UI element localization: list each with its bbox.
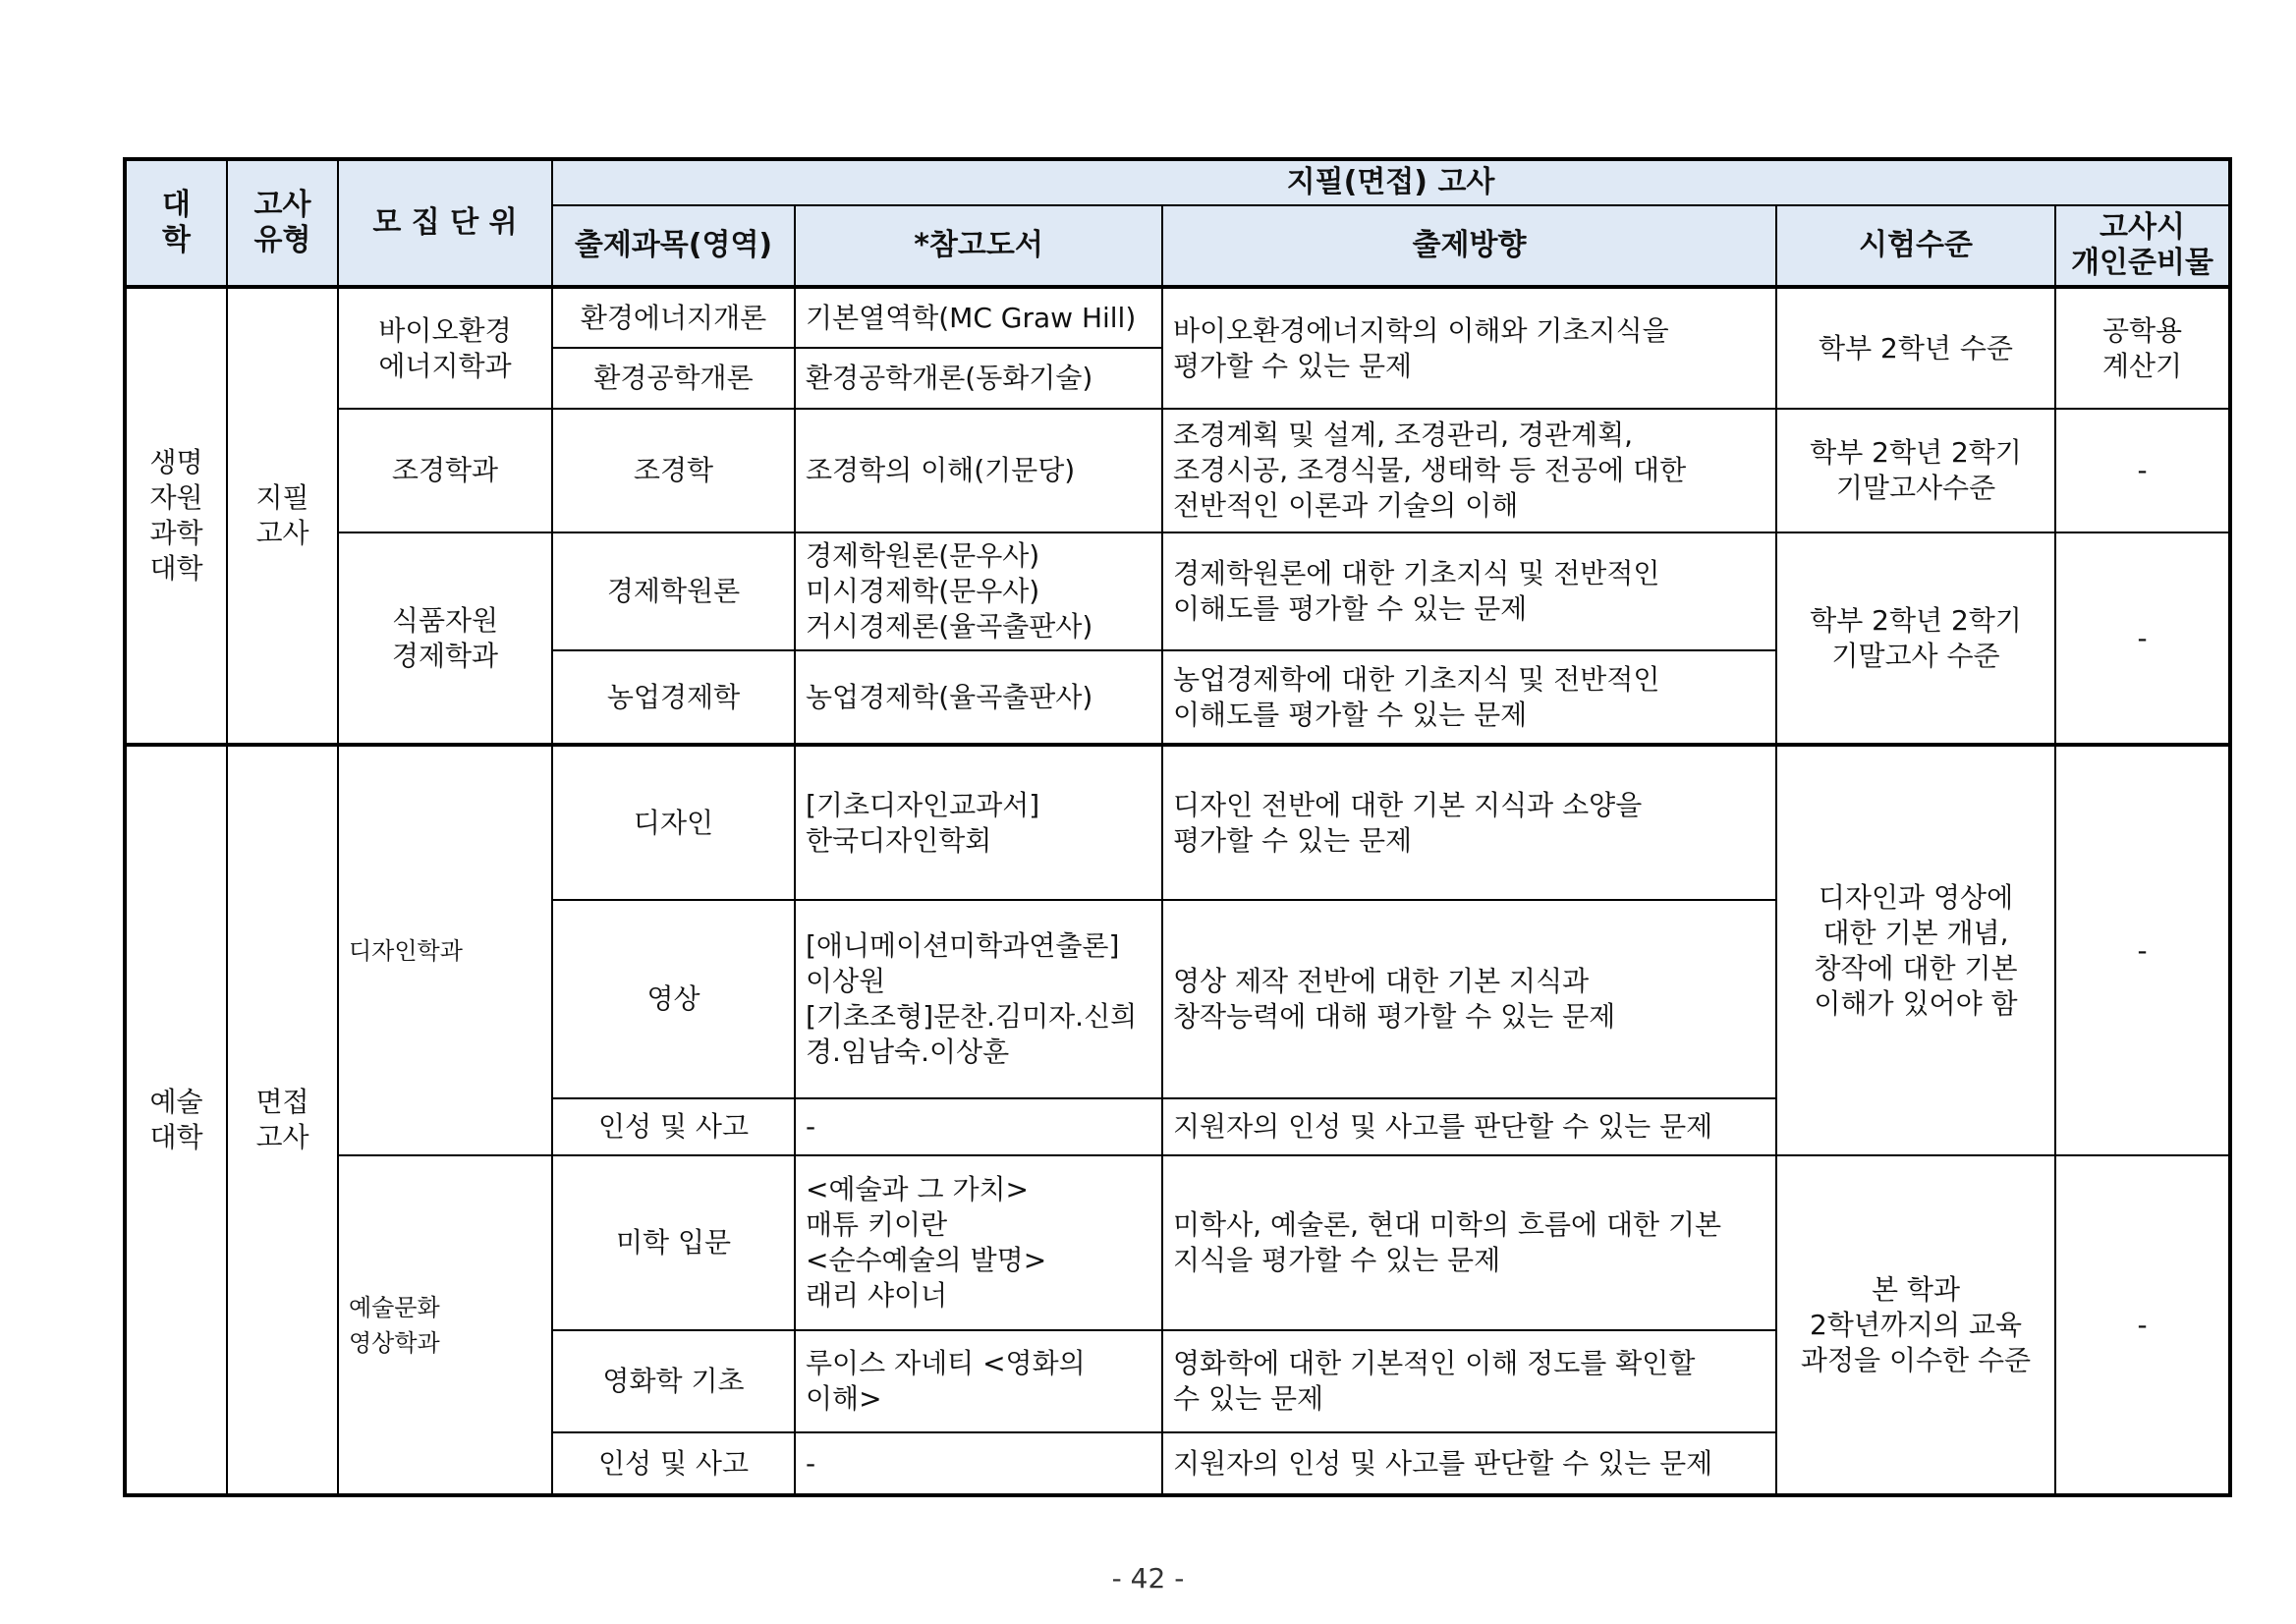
reference-cell: 조경학의 이해(기문당) bbox=[795, 409, 1162, 532]
subject-cell: 디자인 bbox=[552, 745, 795, 900]
subject-cell: 영상 bbox=[552, 900, 795, 1098]
reference-cell: 농업경제학(율곡출판사) bbox=[795, 650, 1162, 745]
unit-cell: 조경학과 bbox=[338, 409, 552, 532]
prep-cell: - bbox=[2055, 532, 2230, 745]
exam-type-cell: 면접 고사 bbox=[227, 745, 338, 1495]
reference-cell: [애니메이션미학과연출론] 이상원 [기초조형]문찬.김미자.신희 경.임남숙.이상훈 bbox=[795, 900, 1162, 1098]
level-cell: 본 학과 2학년까지의 교육 과정을 이수한 수준 bbox=[1776, 1155, 2055, 1495]
header-preparation: 고사시 개인준비물 bbox=[2055, 205, 2230, 287]
level-cell: 학부 2학년 수준 bbox=[1776, 287, 2055, 409]
reference-cell: 루이스 자네티 <영화의 이해> bbox=[795, 1330, 1162, 1432]
header-recruitment-unit: 모 집 단 위 bbox=[338, 159, 552, 287]
subject-cell: 인성 및 사고 bbox=[552, 1098, 795, 1155]
direction-cell: 경제학원론에 대한 기초지식 및 전반적인 이해도를 평가할 수 있는 문제 bbox=[1162, 532, 1776, 650]
direction-cell: 디자인 전반에 대한 기본 지식과 소양을 평가할 수 있는 문제 bbox=[1162, 745, 1776, 900]
table-row bbox=[125, 287, 2230, 348]
direction-cell: 영화학에 대한 기본적인 이해 정도를 확인할 수 있는 문제 bbox=[1162, 1330, 1776, 1432]
admission-exam-table bbox=[123, 157, 2232, 1497]
reference-cell: 환경공학개론(동화기술) bbox=[795, 348, 1162, 409]
subject-cell: 환경공학개론 bbox=[552, 348, 795, 409]
level-cell: 디자인과 영상에 대한 기본 개념, 창작에 대한 기본 이해가 있어야 함 bbox=[1776, 745, 2055, 1155]
unit-cell: 바이오환경 에너지학과 bbox=[338, 287, 552, 409]
exam-type-cell: 지필 고사 bbox=[227, 287, 338, 745]
prep-cell: - bbox=[2055, 1155, 2230, 1495]
reference-cell: 기본열역학(MC Graw Hill) bbox=[795, 287, 1162, 348]
reference-cell: - bbox=[795, 1432, 1162, 1495]
header-subject: 출제과목(영역) bbox=[552, 205, 795, 287]
unit-cell: 예술문화 영상학과 bbox=[338, 1155, 552, 1495]
header-reference: *참고도서 bbox=[795, 205, 1162, 287]
direction-cell: 지원자의 인성 및 사고를 판단할 수 있는 문제 bbox=[1162, 1432, 1776, 1495]
header-written-exam-group: 지필(면접) 고사 bbox=[552, 159, 2230, 205]
header-exam-type: 고사 유형 bbox=[227, 159, 338, 287]
direction-cell: 지원자의 인성 및 사고를 판단할 수 있는 문제 bbox=[1162, 1098, 1776, 1155]
university-cell: 예술 대학 bbox=[125, 745, 227, 1495]
prep-cell: - bbox=[2055, 745, 2230, 1155]
direction-cell: 농업경제학에 대한 기초지식 및 전반적인 이해도를 평가할 수 있는 문제 bbox=[1162, 650, 1776, 745]
subject-cell: 환경에너지개론 bbox=[552, 287, 795, 348]
level-cell: 학부 2학년 2학기 기말고사수준 bbox=[1776, 409, 2055, 532]
prep-cell: - bbox=[2055, 409, 2230, 532]
prep-cell: 공학용 계산기 bbox=[2055, 287, 2230, 409]
table-row bbox=[125, 1155, 2230, 1330]
subject-cell: 농업경제학 bbox=[552, 650, 795, 745]
direction-cell: 조경계획 및 설계, 조경관리, 경관계획, 조경시공, 조경식물, 생태학 등 전공에 대한 전반적인 이론과 기술의 이해 bbox=[1162, 409, 1776, 532]
subject-cell: 인성 및 사고 bbox=[552, 1432, 795, 1495]
header-university: 대 학 bbox=[125, 159, 227, 287]
reference-cell: [기초디자인교과서] 한국디자인학회 bbox=[795, 745, 1162, 900]
direction-cell: 바이오환경에너지학의 이해와 기초지식을 평가할 수 있는 문제 bbox=[1162, 287, 1776, 409]
subject-cell: 미학 입문 bbox=[552, 1155, 795, 1330]
subject-cell: 조경학 bbox=[552, 409, 795, 532]
reference-cell: 경제학원론(문우사) 미시경제학(문우사) 거시경제론(율곡출판사) bbox=[795, 532, 1162, 650]
page-number: - 42 - bbox=[1111, 1562, 1185, 1595]
direction-cell: 영상 제작 전반에 대한 기본 지식과 창작능력에 대해 평가할 수 있는 문제 bbox=[1162, 900, 1776, 1098]
table-row bbox=[125, 532, 2230, 650]
header-level: 시험수준 bbox=[1776, 205, 2055, 287]
table-row bbox=[125, 409, 2230, 532]
direction-cell: 미학사, 예술론, 현대 미학의 흐름에 대한 기본 지식을 평가할 수 있는 문제 bbox=[1162, 1155, 1776, 1330]
unit-cell: 식품자원 경제학과 bbox=[338, 532, 552, 745]
table-row bbox=[125, 745, 2230, 900]
level-cell: 학부 2학년 2학기 기말고사 수준 bbox=[1776, 532, 2055, 745]
reference-cell: - bbox=[795, 1098, 1162, 1155]
header-direction: 출제방향 bbox=[1162, 205, 1776, 287]
subject-cell: 영화학 기초 bbox=[552, 1330, 795, 1432]
reference-cell: <예술과 그 가치> 매튜 키이란 <순수예술의 발명> 래리 샤이너 bbox=[795, 1155, 1162, 1330]
university-cell: 생명 자원 과학 대학 bbox=[125, 287, 227, 745]
unit-cell: 디자인학과 bbox=[338, 745, 552, 1155]
subject-cell: 경제학원론 bbox=[552, 532, 795, 650]
